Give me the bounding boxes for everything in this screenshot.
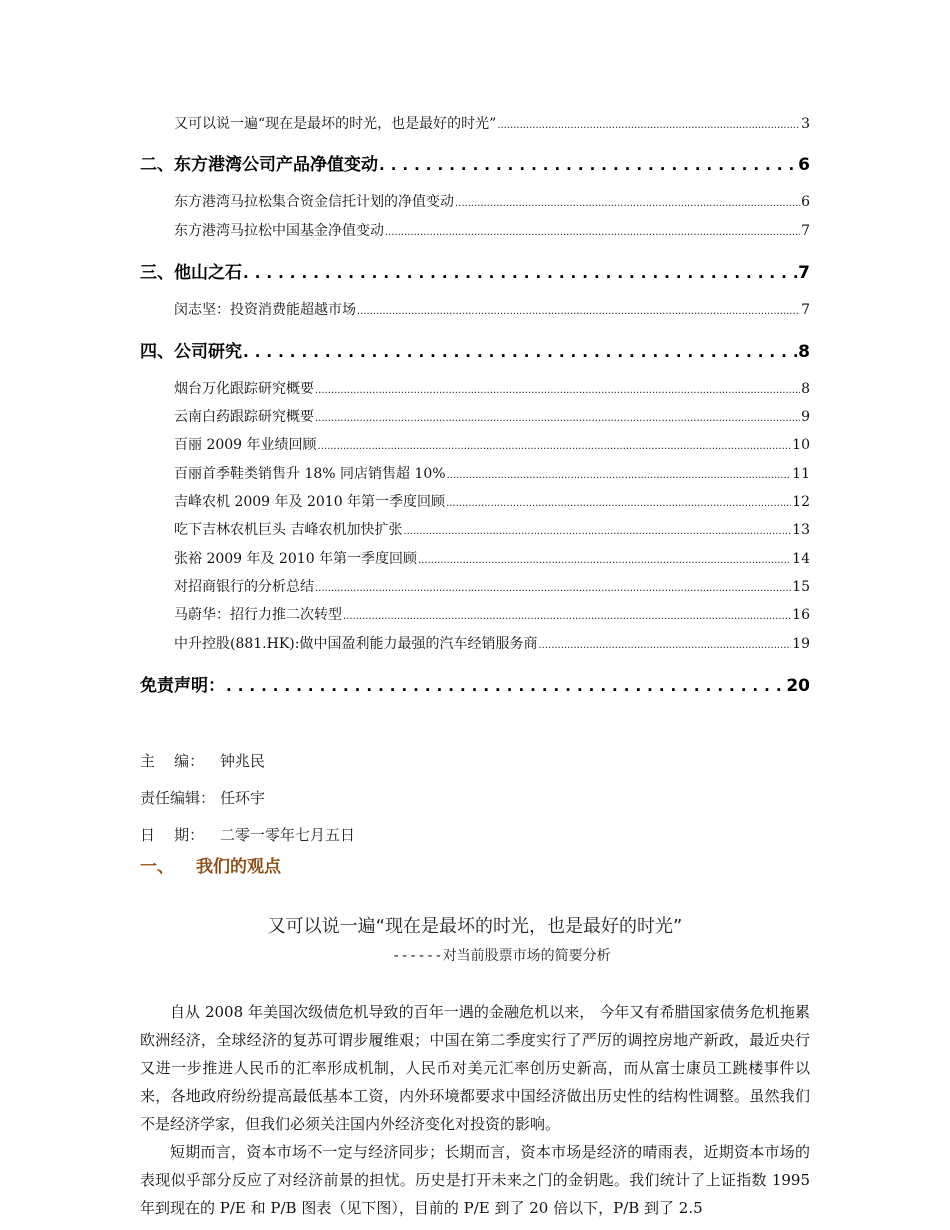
toc-entry-title: 马蔚华：招行力推二次转型	[174, 607, 342, 623]
toc-page-number: 7	[798, 263, 810, 283]
toc-page-number: 3	[801, 116, 810, 132]
toc-dot-leader	[538, 636, 791, 652]
toc-page-number: 12	[792, 494, 810, 510]
toc-page-number: 11	[792, 466, 810, 482]
toc-entry-title: 东方港湾马拉松中国基金净值变动	[174, 223, 384, 239]
toc-entry-title: 三、他山之石	[140, 263, 242, 283]
toc-entry-title: 免责声明：	[140, 676, 225, 696]
toc-page-number: 19	[792, 636, 810, 652]
toc-page-number: 10	[792, 437, 810, 453]
toc-page-number: 6	[801, 194, 810, 210]
toc-section-entry[interactable]	[140, 337, 810, 361]
editor-line	[140, 750, 265, 771]
toc-section-entry[interactable]	[140, 150, 810, 174]
date-label: 日 期：	[140, 826, 205, 844]
toc-entry[interactable]	[174, 548, 810, 568]
toc-entry[interactable]	[174, 299, 810, 319]
toc-entry-title: 吉峰农机 2009 年及 2010 年第一季度回顾	[174, 494, 446, 510]
toc-page-number: 8	[801, 381, 810, 397]
toc-entry-title: 张裕 2009 年及 2010 年第一季度回顾	[174, 551, 418, 567]
toc-dot-leader	[447, 466, 792, 482]
toc-page-number: 16	[792, 607, 810, 623]
toc-entry-title: 东方港湾马拉松集合资金信托计划的净值变动	[174, 194, 454, 210]
toc-dot-leader	[418, 551, 791, 567]
toc-entry[interactable]	[174, 378, 810, 398]
article-paragraph-1: 自从 2008 年美国次级债危机导致的百年一遇的金融危机以来， 今年又有希腊国家债务危机拖累欧洲经济，全球经济的复苏可谓步履维艰；中国在第二季度实行了严厉的调控房地产新政，最近央行又进一步推进人民币的汇率形成机制，人民币对美元汇率创历史新高，而从富士康员工跳楼事件以来，各地政府纷纷提高最低基本工资，内外环境都要求中国经济做出历史性的结构性调整。虽然我们不是经济学家，但我们必须关注国内外经济变化对投资的影响。	[140, 1003, 810, 1133]
toc-dot-leader	[318, 437, 792, 453]
toc-entry[interactable]	[174, 576, 810, 596]
toc-dot-leader	[315, 409, 800, 425]
toc-dot-leader	[455, 194, 800, 210]
toc-entry[interactable]	[174, 491, 810, 511]
toc-page-number: 6	[798, 155, 810, 175]
toc-entry[interactable]	[174, 633, 810, 653]
editor-name: 钟兆民	[220, 752, 266, 770]
article-paragraph-2: 短期而言，资本市场不一定与经济同步；长期而言，资本市场是经济的晴雨表，近期资本市场的表现似乎部分反应了对经济前景的担忧。历史是打开未来之门的金钥匙。我们统计了上证指数 1995 年到现在的 P/E 和 P/B 图表（见下图），目前的 P/E 到了 20 倍以下，P/B 到了 2.5	[140, 1143, 810, 1217]
toc-dot-leader	[243, 263, 797, 283]
toc-entry-title: 百丽首季鞋类销售升 18% 同店销售超 10%	[174, 466, 446, 482]
toc-entry-title: 闵志坚：投资消费能超越市场	[174, 302, 356, 318]
toc-page-number: 20	[786, 676, 810, 696]
toc-entry-title: 对招商银行的分析总结	[174, 579, 314, 595]
toc-entry-title: 吃下吉林农机巨头 吉峰农机加快扩张	[174, 522, 403, 538]
toc-page-number: 13	[792, 522, 810, 538]
toc-dot-leader	[315, 579, 791, 595]
editor-label: 主 编：	[140, 752, 205, 770]
toc-dot-leader	[243, 342, 797, 362]
toc-entry[interactable]	[174, 463, 810, 483]
toc-entry-title: 中升控股(881.HK):做中国盈利能力最强的汽车经销服务商	[174, 636, 538, 652]
section-title: 我们的观点	[196, 857, 281, 877]
date-line	[140, 824, 355, 845]
toc-entry[interactable]	[174, 191, 810, 211]
toc-page-number: 15	[792, 579, 810, 595]
toc-entry[interactable]	[174, 406, 810, 426]
toc-dot-leader	[385, 223, 800, 239]
toc-page-number: 14	[792, 551, 810, 567]
toc-dot-leader	[315, 381, 800, 397]
toc-dot-leader	[343, 607, 791, 623]
toc-entry-title: 又可以说一遍“现在是最坏的时光，也是最好的时光”	[174, 116, 497, 132]
toc-page-number: 7	[801, 302, 810, 318]
date-value: 二零一零年七月五日	[220, 826, 356, 844]
toc-dot-leader	[357, 302, 800, 318]
toc-entry[interactable]	[174, 434, 810, 454]
responsible-editor-line	[140, 787, 265, 808]
toc-entry-title: 烟台万化跟踪研究概要	[174, 381, 314, 397]
responsible-editor-name: 任环宇	[220, 789, 266, 807]
article-title: 又可以说一遍“现在是最坏的时光，也是最好的时光”	[267, 916, 683, 937]
toc-page-number: 9	[801, 409, 810, 425]
toc-entry-title: 二、东方港湾公司产品净值变动	[140, 155, 378, 175]
toc-entry[interactable]	[174, 604, 810, 624]
toc-section-entry[interactable]	[140, 671, 810, 695]
toc-entry-title: 云南白药跟踪研究概要	[174, 409, 314, 425]
toc-dot-leader	[446, 494, 791, 510]
toc-entry-title: 百丽 2009 年业绩回顾	[174, 437, 317, 453]
responsible-editor-label: 责任编辑：	[140, 789, 216, 807]
subtitle-dashes: ------	[392, 948, 443, 964]
toc-page-number: 8	[798, 342, 810, 362]
article-subtitle	[392, 945, 611, 965]
toc-dot-leader	[379, 155, 797, 175]
toc-entry[interactable]	[174, 113, 810, 133]
toc-entry-title: 四、公司研究	[140, 342, 242, 362]
subtitle-text: 对当前股票市场的简要分析	[442, 948, 611, 964]
section-heading	[140, 852, 281, 877]
toc-dot-leader	[403, 522, 791, 538]
toc-dot-leader	[226, 676, 785, 696]
toc-entry[interactable]	[174, 220, 810, 240]
section-number: 一、	[140, 857, 174, 877]
toc-dot-leader	[497, 116, 800, 132]
toc-entry[interactable]	[174, 519, 810, 539]
toc-section-entry[interactable]	[140, 258, 810, 282]
toc-page-number: 7	[801, 223, 810, 239]
